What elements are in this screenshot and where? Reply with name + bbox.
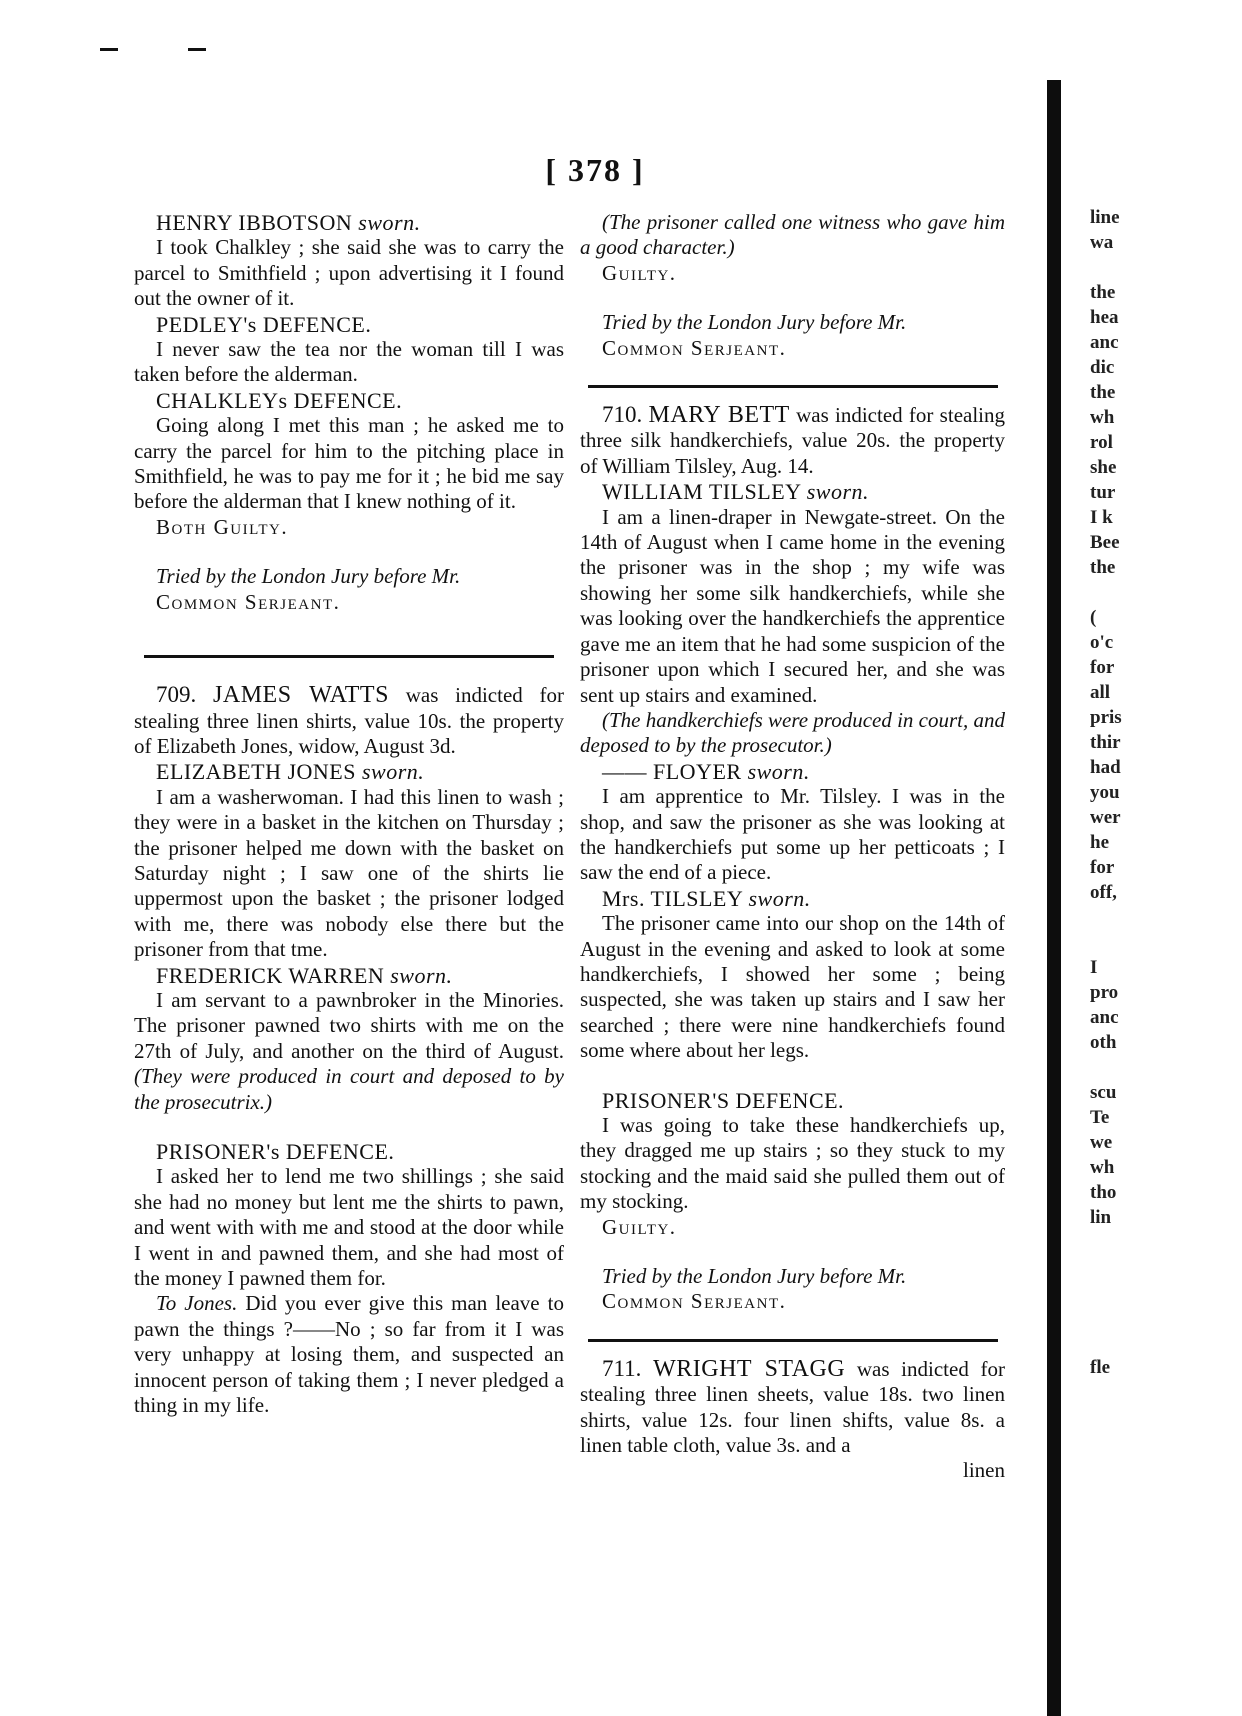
testimony: I am a washerwoman. I had this linen to wash ; they were in a basket in the kitchen on Thursday ; the prisoner helped me down with the basket on Saturday night ; I saw one of the shirts lie uppermost upon the basket ; the prisoner lodged with me, there was nobody else there but the prisoner from that tme.: [134, 784, 564, 962]
margin-fragment: the: [1090, 382, 1116, 403]
tried-by: Tried by the London Jury before Mr.: [602, 1264, 907, 1289]
margin-fragment: Te: [1090, 1107, 1110, 1128]
tried-by: Tried by the London Jury before Mr.: [156, 564, 461, 589]
margin-fragment: for: [1090, 657, 1115, 678]
margin-fragment: [1090, 1055, 1122, 1080]
next-page-fragment: [1090, 205, 1122, 1380]
margin-fragment: she: [1090, 457, 1117, 478]
margin-fragment: wa: [1090, 232, 1114, 253]
scan-mark: [188, 48, 206, 51]
defence-heading: PRISONER'S DEFENCE.: [602, 1087, 845, 1113]
testimony: I am servant to a pawnbroker in the Minories. The prisoner pawned two shirts with me on the 27th of July, and another on the third of August. (They were produced in court and deposed to by the prosecutrix.): [134, 987, 564, 1114]
case-heading: 711. WRIGHT STAGG was indicted for stealing three linen sheets, value 18s. two linen shirts, value 12s. four linen shifts, value 8s. a linen table cloth, value 3s. and a: [580, 1355, 1006, 1458]
verdict: Both Guilty.: [156, 514, 289, 539]
witness-heading: —— FLOYER sworn.: [602, 758, 810, 784]
testimony: Going along I met this man ; he asked me to carry the parcel for him to the pitching place in Smithfield, he was to pay me for it ; he bid me say before the alderman that I knew nothing of it.: [134, 413, 564, 514]
margin-fragment: anc: [1090, 1007, 1119, 1028]
page-gutter: [1047, 80, 1061, 1716]
witness-heading: Mrs. TILSLEY sworn.: [602, 885, 811, 911]
margin-fragment: o'c: [1090, 632, 1114, 653]
defence-heading: PEDLEY's DEFENCE.: [156, 311, 372, 337]
catchword: linen: [963, 1458, 1005, 1483]
margin-fragment: oth: [1090, 1032, 1117, 1053]
margin-fragment: [1090, 1255, 1122, 1280]
margin-fragment: we: [1090, 1132, 1113, 1153]
defence-heading: PRISONER's DEFENCE.: [156, 1139, 395, 1164]
margin-fragment: [1090, 255, 1122, 280]
verdict: Guilty.: [602, 260, 677, 285]
margin-fragment: wh: [1090, 407, 1115, 428]
margin-fragment: fle: [1090, 1357, 1111, 1378]
margin-fragment: hea: [1090, 307, 1119, 328]
testimony: The prisoner came into our shop on the 14th of August in the evening and asked to look at some handkerchiefs, I showed her some ; being suspected, she was taken up stairs and I saw her searched ; there were nine handkerchiefs found some where about her legs.: [580, 911, 1005, 1063]
margin-fragment: you: [1090, 782, 1120, 803]
witness-heading: WILLIAM TILSLEY sworn.: [602, 479, 870, 505]
margin-fragment: off,: [1090, 882, 1117, 903]
margin-fragment: [1090, 905, 1122, 930]
margin-fragment: the: [1090, 282, 1116, 303]
scan-mark: [100, 48, 118, 51]
witness-heading: ELIZABETH JONES sworn.: [156, 759, 425, 785]
margin-fragment: pro: [1090, 982, 1119, 1003]
judge: Common Serjeant.: [156, 589, 341, 614]
margin-fragment: Bee: [1090, 532, 1120, 553]
witness-heading: FREDERICK WARREN sworn.: [156, 962, 453, 988]
margin-fragment: anc: [1090, 332, 1119, 353]
margin-fragment: thir: [1090, 732, 1121, 753]
page-number: [ 378 ]: [545, 152, 645, 188]
margin-fragment: the: [1090, 557, 1116, 578]
margin-fragment: dic: [1090, 357, 1115, 378]
testimony: I never saw the tea nor the woman till I was taken before the alderman.: [134, 337, 564, 387]
margin-fragment: tho: [1090, 1182, 1117, 1203]
margin-fragment: I k: [1090, 507, 1113, 528]
defence-heading: CHALKLEYs DEFENCE.: [156, 387, 403, 413]
margin-fragment: [1090, 1330, 1122, 1355]
margin-fragment: [1090, 930, 1122, 955]
case-heading: 709. JAMES WATTS was indicted for stealing three linen shirts, value 10s. the property of Elizabeth Jones, widow, August 3d.: [134, 682, 565, 758]
case-heading: 710. MARY BETT was indicted for stealing three silk handkerchiefs, value 20s. the property of William Tilsley, Aug. 14.: [580, 402, 1005, 478]
testimony: I asked her to lend me two shillings ; she said she had no money but lent me the shirts to pawn, and went with with me and stood at the door while I went in and pawned them, and she had most of the money I pawned them for.: [134, 1164, 564, 1291]
testimony: I took Chalkley ; she said she was to carry the parcel to Smithfield ; upon advertising it I found out the owner of it.: [134, 235, 564, 311]
margin-fragment: I: [1090, 957, 1098, 978]
margin-fragment: pris: [1090, 707, 1122, 728]
margin-fragment: [1090, 1280, 1122, 1305]
testimony: I am a linen-draper in Newgate-street. On the 14th of August when I came home in the evening the prisoner was in the shop ; my wife was showing her some silk handkerchiefs, while she was looking over the handkerchiefs the apprentice gave me an item that he had some suspicion of the prisoner upon which I secured her, and she was sent up stairs and examined.: [580, 504, 1005, 707]
question: To Jones. Did you ever give this man leave to pawn the things ?——No ; so far from it I was very unhappy at losing them, and suspected an innocent person of taking them ; I never pledged a thing in my life.: [134, 1291, 564, 1418]
margin-fragment: (: [1090, 607, 1097, 628]
court-note: (The handkerchiefs were produced in court, and deposed to by the prosecutor.): [580, 707, 1005, 758]
court-note: (The prisoner called one witness who gave him a good character.): [580, 210, 1005, 260]
tried-by: Tried by the London Jury before Mr.: [602, 310, 907, 335]
margin-fragment: rol: [1090, 432, 1113, 453]
margin-fragment: [1090, 1305, 1122, 1330]
margin-fragment: he: [1090, 832, 1109, 853]
margin-fragment: tur: [1090, 482, 1116, 503]
testimony: I was going to take these handkerchiefs up, they dragged me up stairs ; so they stuck to my stocking and the maid said she pulled them out of my stocking.: [580, 1113, 1005, 1214]
margin-fragment: all: [1090, 682, 1111, 703]
margin-fragment: [1090, 1230, 1122, 1255]
margin-fragment: line: [1090, 207, 1120, 228]
margin-fragment: for: [1090, 857, 1115, 878]
margin-fragment: wh: [1090, 1157, 1115, 1178]
testimony: I am apprentice to Mr. Tilsley. I was in the shop, and saw the prisoner as she was looking at the handkerchiefs put some up her petticoats ; I saw the end of a piece.: [580, 784, 1005, 885]
margin-fragment: lin: [1090, 1207, 1112, 1228]
judge: Common Serjeant.: [602, 1289, 787, 1314]
left-column: [134, 210, 564, 1418]
margin-fragment: scu: [1090, 1082, 1117, 1103]
judge: Common Serjeant.: [602, 335, 787, 360]
witness-heading: HENRY IBBOTSON sworn.: [156, 210, 421, 235]
margin-fragment: had: [1090, 757, 1121, 778]
margin-fragment: [1090, 580, 1122, 605]
margin-fragment: wer: [1090, 807, 1121, 828]
right-column: [580, 210, 1005, 1484]
verdict: Guilty.: [602, 1214, 677, 1239]
